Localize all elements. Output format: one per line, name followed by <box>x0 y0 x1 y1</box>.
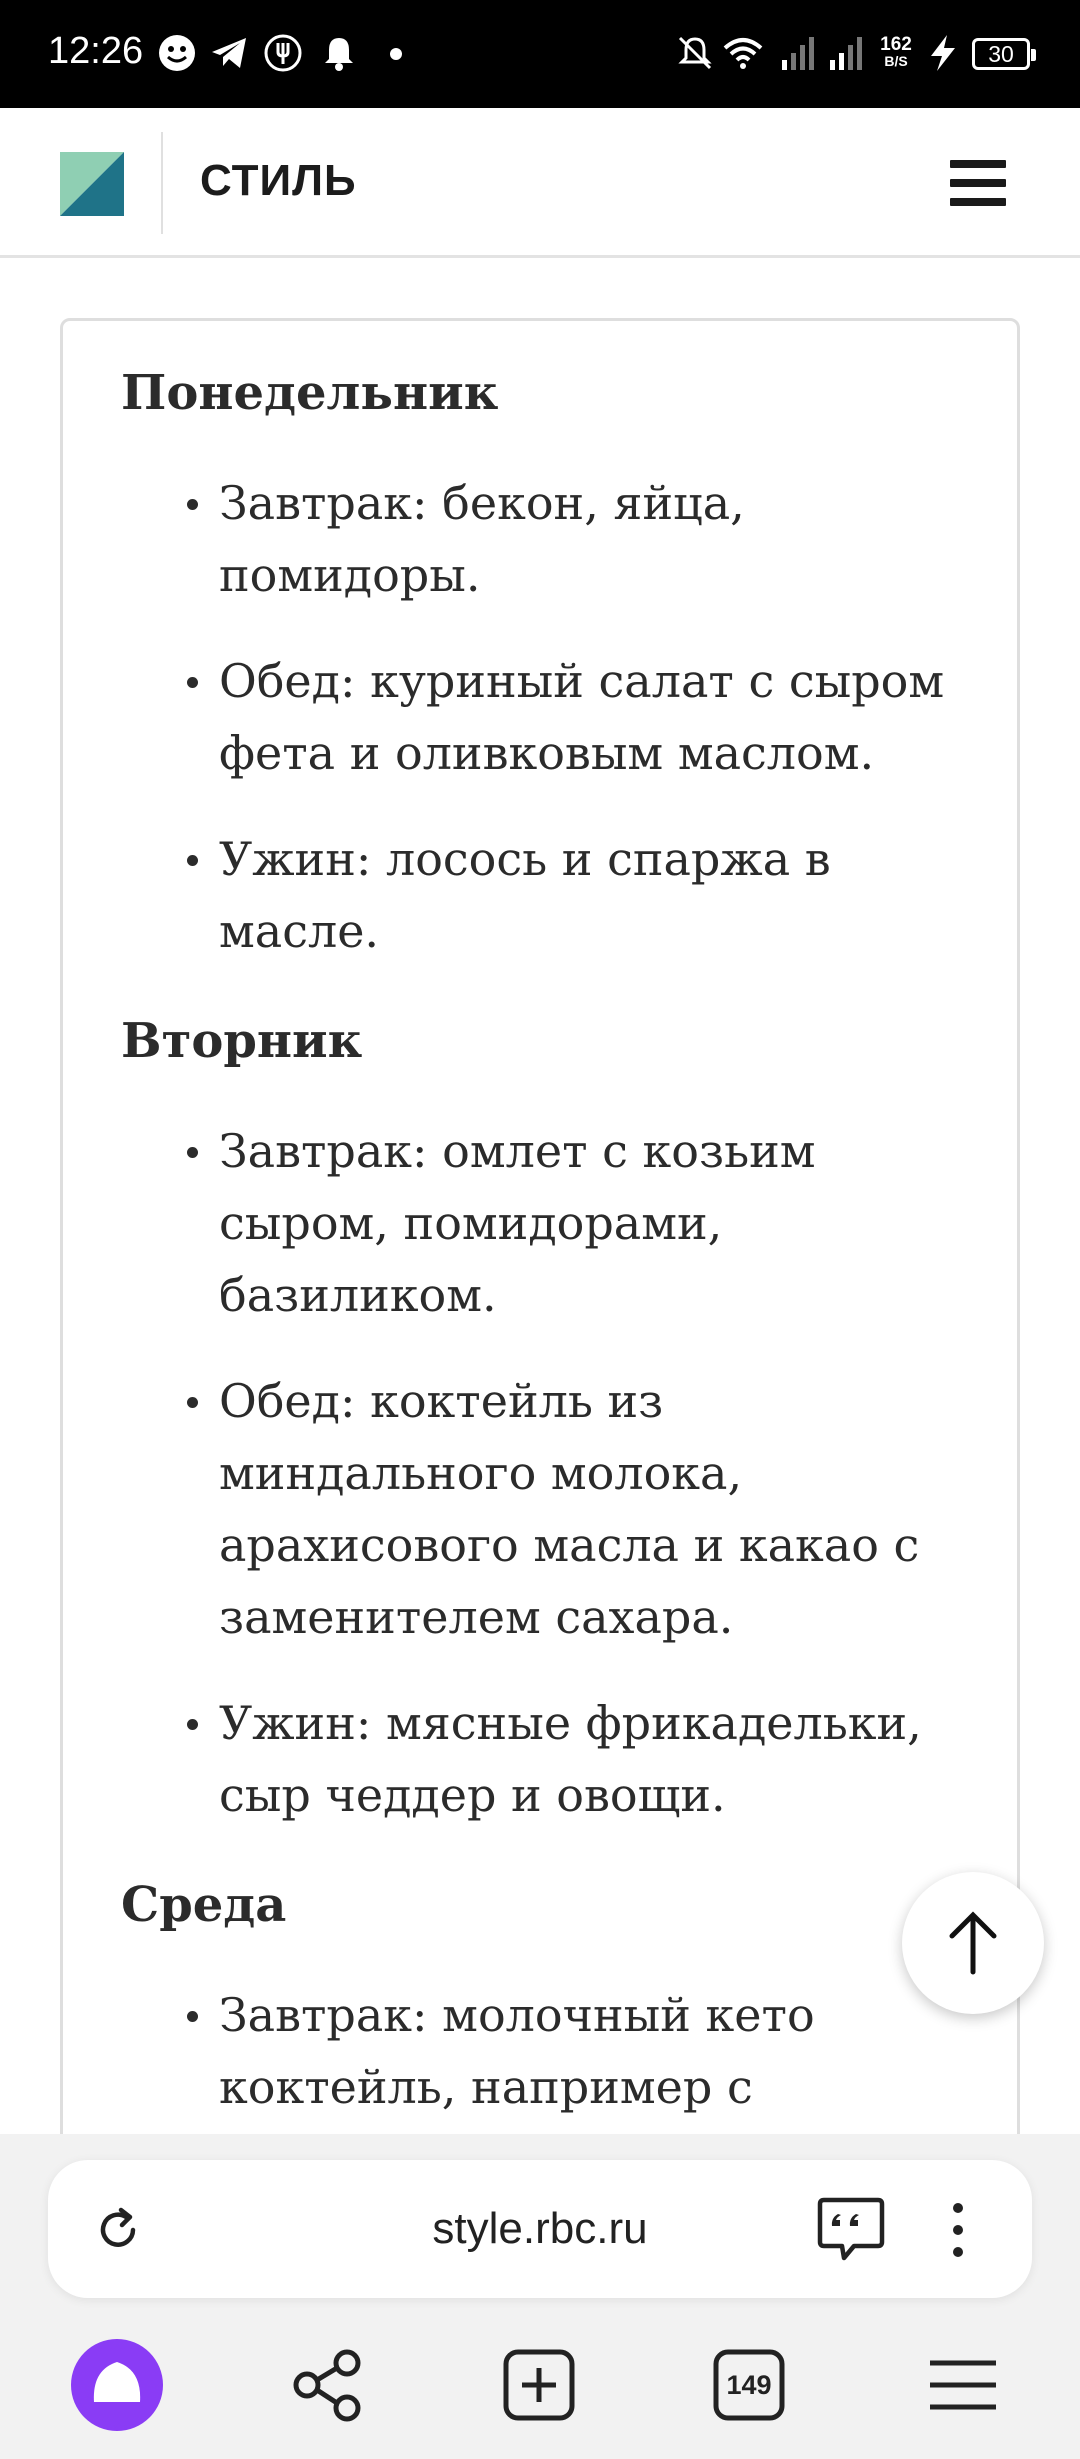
new-tab-button[interactable] <box>484 2330 594 2440</box>
meal-item: Обед: куриный салат с сыром фета и оливковым маслом. <box>121 645 959 789</box>
share-icon <box>273 2330 383 2440</box>
menu-lines-icon <box>908 2330 1018 2440</box>
header-divider <box>161 132 163 234</box>
signal-icon-2 <box>826 32 868 74</box>
face-app-icon <box>156 32 198 74</box>
charging-icon <box>922 32 964 74</box>
scroll-to-top-button[interactable] <box>902 1872 1044 2014</box>
address-bar[interactable] <box>48 2160 1032 2298</box>
meal-item: Обед: коктейль из миндального молока, арахисового масла и какао с заменителем сахара. <box>121 1365 959 1653</box>
day-title: Понедельник <box>121 365 499 421</box>
meal-list <box>121 1979 959 2123</box>
meal-item: Ужин: мясные фрикадельки, сыр чеддер и овощи. <box>121 1687 959 1831</box>
plus-square-icon <box>484 2330 594 2440</box>
tabs-count: 149 <box>726 2370 772 2400</box>
menu-icon[interactable] <box>950 160 1006 206</box>
tabs-button[interactable] <box>694 2330 804 2440</box>
day-section <box>121 1875 959 2123</box>
meal-item: Завтрак: омлет с козьим сыром, помидорами, базиликом. <box>121 1115 959 1331</box>
signal-icon <box>778 32 820 74</box>
meal-item: Завтрак: молочный кето коктейль, например с <box>121 1979 959 2123</box>
day-title: Среда <box>121 1877 287 1933</box>
meal-list <box>121 467 959 967</box>
day-section <box>121 363 959 967</box>
alice-icon <box>62 2330 172 2440</box>
status-time: 12:26 <box>48 30 144 72</box>
article-body <box>63 321 1017 2157</box>
day-title: Вторник <box>121 1013 363 1069</box>
silent-icon <box>674 32 716 74</box>
battery-indicator: 30 <box>972 38 1030 70</box>
article-content-box <box>60 318 1020 2218</box>
browser-navbar <box>0 2330 1080 2450</box>
more-options-icon[interactable] <box>948 2200 968 2260</box>
meal-list <box>121 1115 959 1831</box>
telegram-icon <box>208 32 250 74</box>
url-text[interactable]: style.rbc.ru <box>432 2204 648 2253</box>
net-speed <box>876 36 916 70</box>
rbc-style-logo[interactable] <box>60 152 124 216</box>
meal-item: Завтрак: бекон, яйца, помидоры. <box>121 467 959 611</box>
wifi-icon <box>722 32 764 74</box>
meal-item: Ужин: лосось и спаржа в масле. <box>121 823 959 967</box>
arrow-up-icon <box>938 1908 1008 1978</box>
net-speed-unit: B/S <box>884 53 908 69</box>
site-header <box>0 108 1080 258</box>
fork-app-icon <box>262 32 304 74</box>
share-button[interactable] <box>273 2330 383 2440</box>
quote-bubble-icon[interactable] <box>816 2196 886 2262</box>
site-title[interactable]: СТИЛЬ <box>200 156 357 205</box>
net-speed-value: 162 <box>880 34 912 55</box>
browser-menu-button[interactable] <box>908 2330 1018 2440</box>
browser-bottom-bar <box>0 2134 1080 2459</box>
day-section <box>121 1011 959 1831</box>
status-bar <box>0 0 1080 108</box>
notification-dot <box>390 48 402 60</box>
alice-assistant-button[interactable] <box>62 2330 172 2440</box>
bell-icon <box>318 32 360 74</box>
